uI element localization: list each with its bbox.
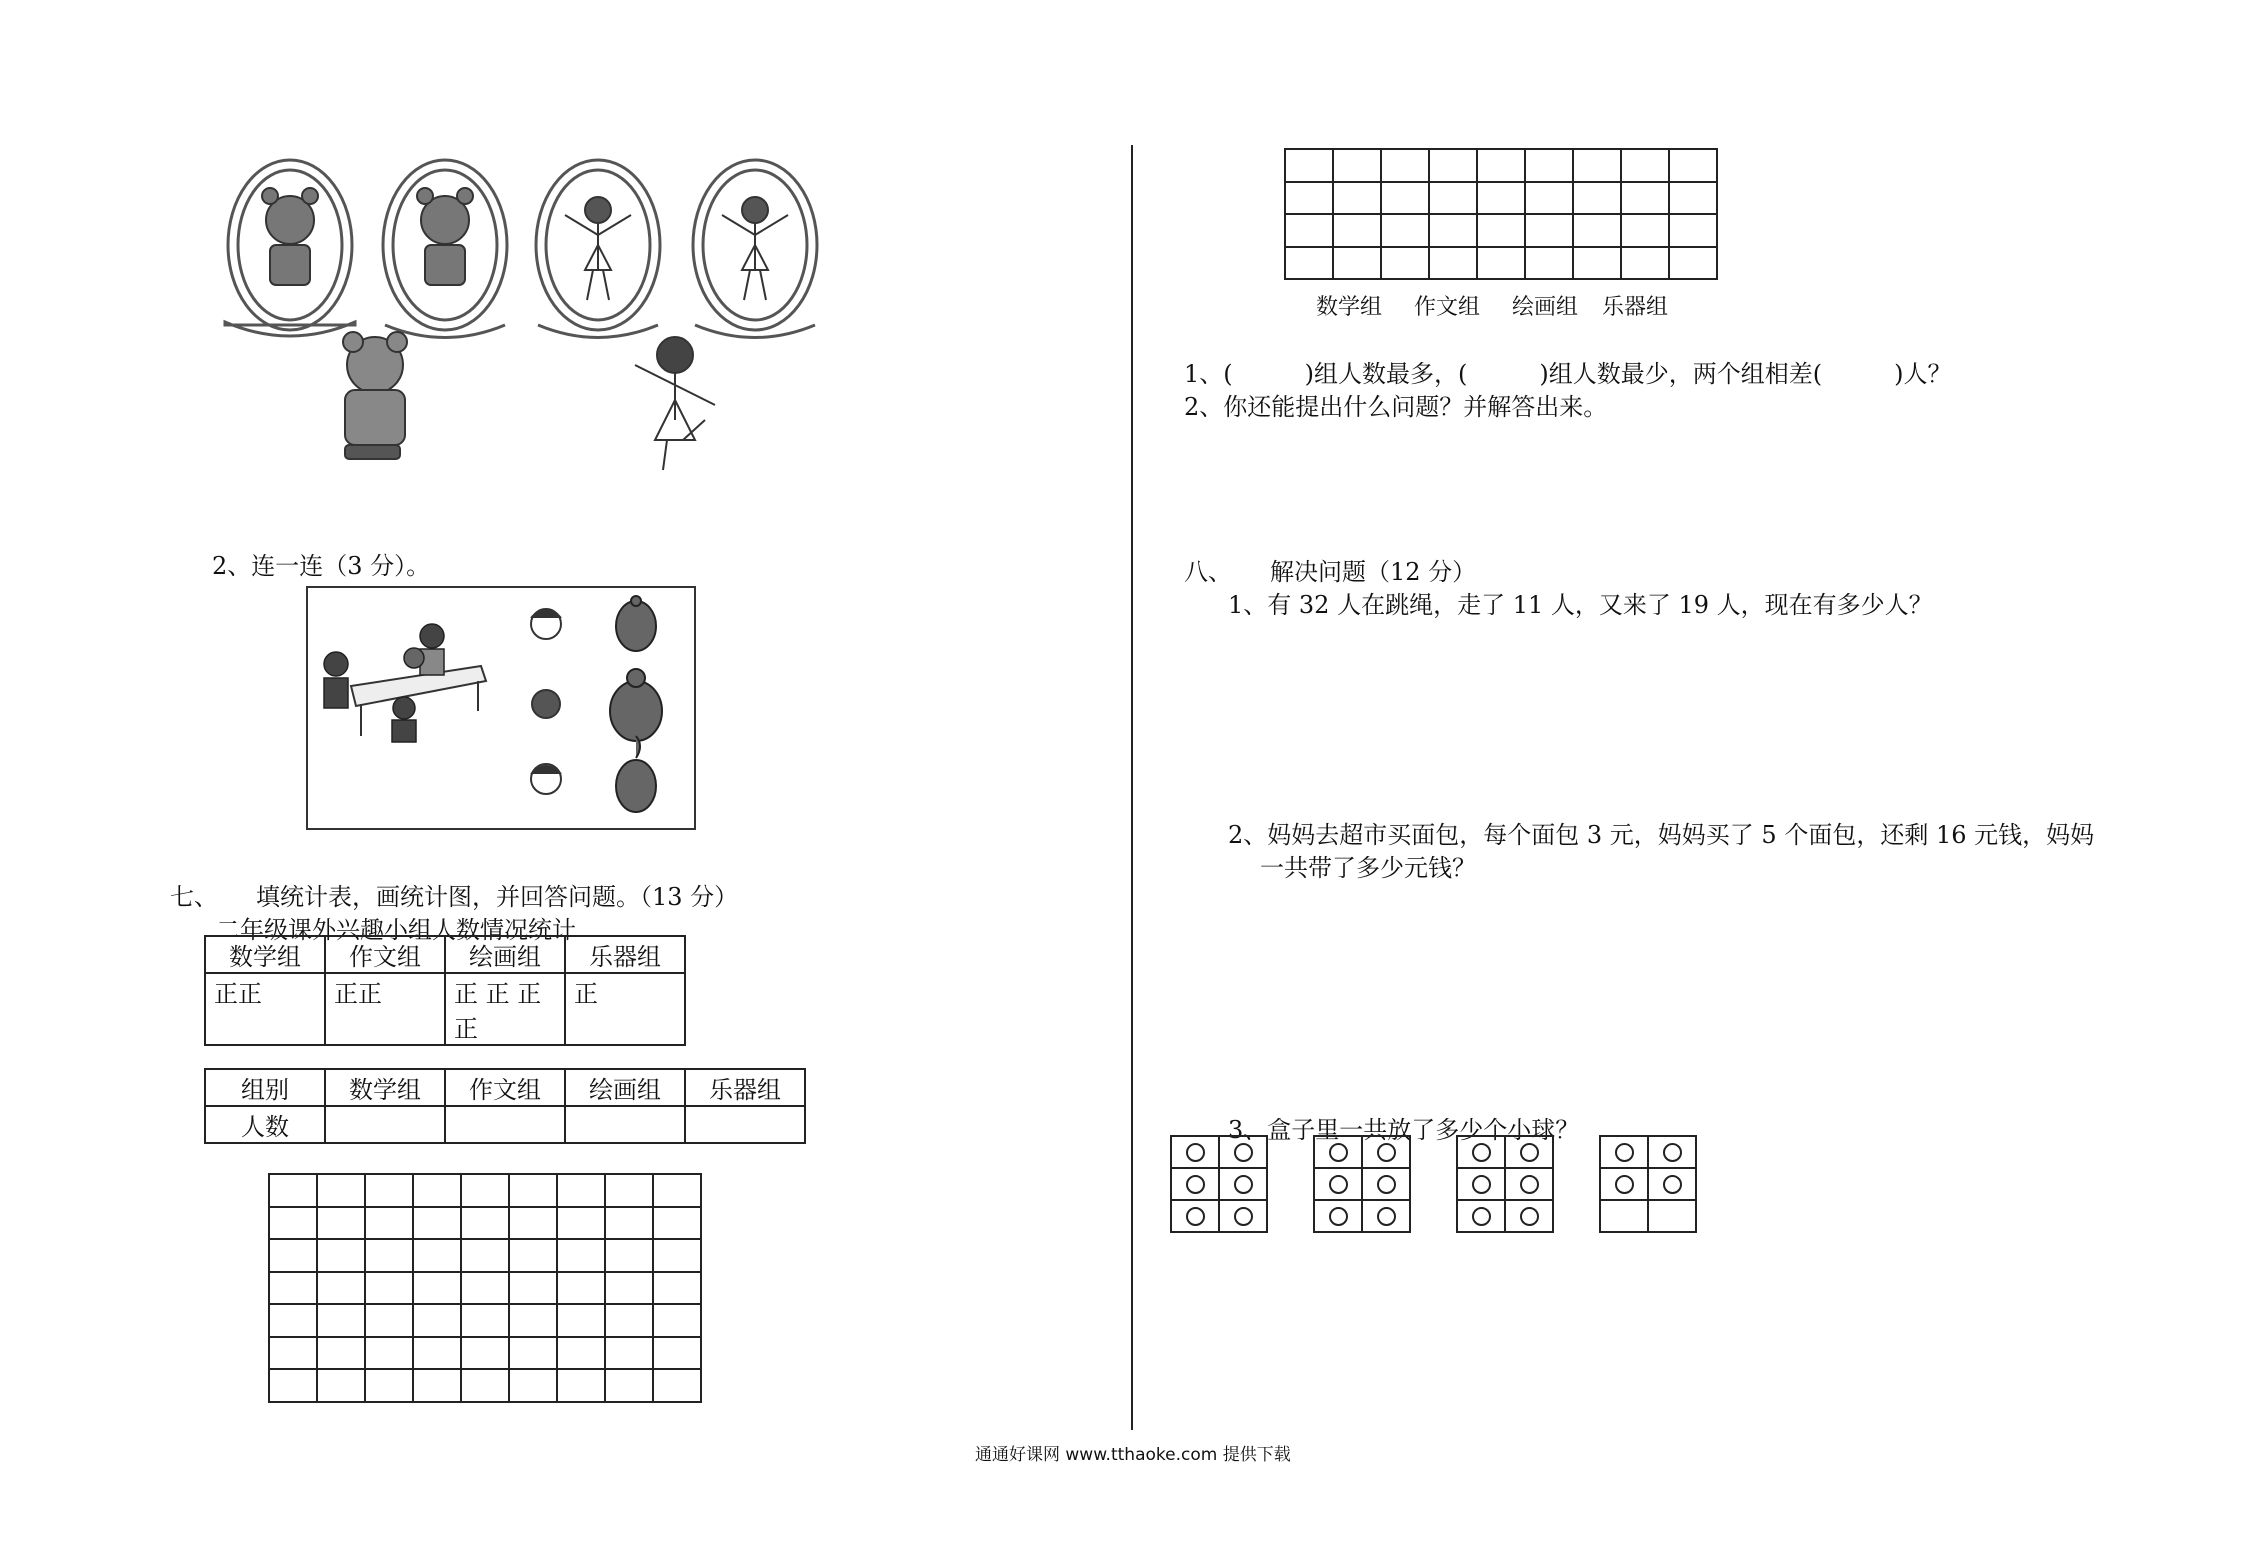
grid-cell[interactable] (366, 1208, 414, 1241)
grid-cell[interactable] (558, 1273, 606, 1306)
grid-cell[interactable] (366, 1370, 414, 1403)
grid-cell[interactable] (558, 1338, 606, 1371)
q7-heading-text: 填统计表，画统计图，并回答问题。（13 分） (256, 883, 739, 911)
count-header: 作文组 (445, 1069, 565, 1106)
grid-cell[interactable] (1622, 248, 1670, 281)
grid-cell[interactable] (462, 1175, 510, 1208)
q8-heading-text: 解决问题（12 分） (1270, 558, 1477, 586)
ball-icon (1186, 1175, 1205, 1194)
grid-cell[interactable] (270, 1305, 318, 1338)
grid-cell[interactable] (1382, 150, 1430, 183)
right-chart-grid[interactable] (1284, 148, 1718, 280)
ball-icon (1472, 1207, 1491, 1226)
ball-box-cell (1220, 1169, 1268, 1201)
grid-cell[interactable] (606, 1240, 654, 1273)
grid-cell[interactable] (366, 1240, 414, 1273)
footer-text: 通通好课网 www.tthaoke.com 提供下载 (975, 1445, 1291, 1465)
ball-icon (1234, 1207, 1253, 1226)
grid-cell[interactable] (510, 1175, 558, 1208)
ball-box-cell (1315, 1137, 1363, 1169)
grid-cell[interactable] (1622, 215, 1670, 248)
count-header: 组别 (205, 1069, 325, 1106)
grid-cell[interactable] (510, 1208, 558, 1241)
ball-icon (1472, 1175, 1491, 1194)
grid-cell[interactable] (462, 1370, 510, 1403)
grid-cell[interactable] (1478, 183, 1526, 216)
chart-label: 绘画组 (1512, 295, 1579, 320)
ball-box-cell (1601, 1137, 1649, 1169)
ball-box-cell (1458, 1169, 1506, 1201)
grid-cell[interactable] (414, 1370, 462, 1403)
grid-cell[interactable] (558, 1370, 606, 1403)
grid-cell[interactable] (558, 1240, 606, 1273)
grid-cell[interactable] (1334, 150, 1382, 183)
grid-cell[interactable] (366, 1273, 414, 1306)
matching-picture (306, 586, 696, 830)
ball-icon (1615, 1175, 1634, 1194)
grid-cell[interactable] (1526, 183, 1574, 216)
ball-box-cell (1172, 1169, 1220, 1201)
grid-cell[interactable] (270, 1175, 318, 1208)
ball-box-cell (1172, 1201, 1220, 1233)
grid-cell[interactable] (270, 1208, 318, 1241)
grid-cell[interactable] (462, 1273, 510, 1306)
grid-cell[interactable] (1382, 183, 1430, 216)
ball-box-cell (1649, 1201, 1697, 1233)
q8-question-1: 1、有 32 人在跳绳，走了 11 人，又来了 19 人，现在有多少人？ (1228, 591, 1933, 619)
tally-cell: 正 (565, 973, 685, 1045)
grid-cell[interactable] (654, 1305, 702, 1338)
ball-icon (1377, 1207, 1396, 1226)
ball-icon (1234, 1143, 1253, 1162)
ball-box-cell (1506, 1137, 1554, 1169)
grid-cell[interactable] (1334, 215, 1382, 248)
ball-box-cell (1601, 1169, 1649, 1201)
grid-cell[interactable] (318, 1370, 366, 1403)
ball-box (1170, 1135, 1268, 1233)
grid-cell[interactable] (270, 1370, 318, 1403)
grid-cell[interactable] (318, 1338, 366, 1371)
ball-icon (1377, 1175, 1396, 1194)
grid-cell[interactable] (366, 1338, 414, 1371)
grid-cell[interactable] (654, 1208, 702, 1241)
q7-heading-num: 七、 (170, 883, 218, 911)
grid-cell[interactable] (270, 1240, 318, 1273)
ball-box-cell (1506, 1201, 1554, 1233)
ball-box-cell (1506, 1169, 1554, 1201)
chart-label: 数学组 (1316, 295, 1383, 320)
tally-header: 乐器组 (565, 936, 685, 973)
count-header: 数学组 (325, 1069, 445, 1106)
grid-cell[interactable] (654, 1175, 702, 1208)
count-header: 乐器组 (685, 1069, 805, 1106)
ball-box-cell (1458, 1137, 1506, 1169)
ball-icon (1663, 1143, 1682, 1162)
grid-cell[interactable] (510, 1370, 558, 1403)
grid-cell[interactable] (270, 1273, 318, 1306)
grid-cell[interactable] (606, 1175, 654, 1208)
grid-cell[interactable] (414, 1208, 462, 1241)
q8-question-3: 3、盒子里一共放了多少个小球？ (1228, 1116, 1580, 1144)
grid-cell[interactable] (414, 1338, 462, 1371)
grid-cell[interactable] (510, 1338, 558, 1371)
grid-cell[interactable] (462, 1240, 510, 1273)
grid-cell[interactable] (318, 1305, 366, 1338)
grid-cell[interactable] (462, 1338, 510, 1371)
count-input-cell[interactable] (565, 1106, 685, 1143)
q8-question-2-line1: 2、妈妈去超市买面包，每个面包 3 元，妈妈买了 5 个面包，还剩 16 元钱，妈妈 (1228, 821, 2095, 849)
ball-box (1599, 1135, 1697, 1233)
ball-icon (1329, 1175, 1348, 1194)
grid-cell[interactable] (414, 1175, 462, 1208)
grid-cell[interactable] (654, 1273, 702, 1306)
grid-cell[interactable] (1574, 248, 1622, 281)
grid-cell[interactable] (1382, 215, 1430, 248)
column-divider (1131, 145, 1133, 1430)
grid-cell[interactable] (414, 1240, 462, 1273)
grid-cell[interactable] (318, 1175, 366, 1208)
grid-cell[interactable] (1478, 215, 1526, 248)
grid-cell[interactable] (1430, 248, 1478, 281)
ball-icon (1377, 1143, 1396, 1162)
left-chart-grid[interactable] (268, 1173, 702, 1403)
ball-box-cell (1172, 1137, 1220, 1169)
grid-cell[interactable] (1670, 248, 1718, 281)
tally-header: 作文组 (325, 936, 445, 973)
ball-box-cell (1220, 1201, 1268, 1233)
ball-box-cell (1363, 1169, 1411, 1201)
ball-box-cell (1458, 1201, 1506, 1233)
grid-cell[interactable] (1430, 183, 1478, 216)
q8-question-2-line2: 一共带了多少元钱？ (1260, 854, 1476, 882)
ball-box-cell (1601, 1201, 1649, 1233)
ball-icon (1472, 1143, 1491, 1162)
grid-cell[interactable] (414, 1305, 462, 1338)
ball-box-cell (1649, 1137, 1697, 1169)
ball-icon (1329, 1207, 1348, 1226)
grid-cell[interactable] (1334, 183, 1382, 216)
grid-cell[interactable] (1670, 215, 1718, 248)
ball-box-cell (1649, 1169, 1697, 1201)
grid-cell[interactable] (1574, 183, 1622, 216)
grid-cell[interactable] (1478, 248, 1526, 281)
grid-cell[interactable] (1526, 150, 1574, 183)
count-table (204, 1068, 806, 1144)
grid-cell[interactable] (1622, 150, 1670, 183)
grid-cell[interactable] (1574, 150, 1622, 183)
grid-cell[interactable] (270, 1338, 318, 1371)
grid-cell[interactable] (1286, 150, 1334, 183)
tally-cell: 正正 (205, 973, 325, 1045)
ball-icon (1520, 1207, 1539, 1226)
count-input-cell[interactable] (685, 1106, 805, 1143)
count-input-cell[interactable] (325, 1106, 445, 1143)
count-header: 绘画组 (565, 1069, 685, 1106)
ball-icon (1234, 1175, 1253, 1194)
grid-cell[interactable] (606, 1370, 654, 1403)
grid-cell[interactable] (510, 1273, 558, 1306)
chart-label: 作文组 (1414, 295, 1481, 320)
grid-cell[interactable] (318, 1240, 366, 1273)
ball-box-cell (1363, 1137, 1411, 1169)
grid-cell[interactable] (462, 1208, 510, 1241)
q2-title: 2、连一连（3 分）。 (212, 552, 431, 580)
grid-cell[interactable] (1286, 215, 1334, 248)
grid-cell[interactable] (654, 1338, 702, 1371)
chart-label: 乐器组 (1602, 295, 1669, 320)
mirror-illustration (215, 150, 845, 480)
ball-box (1456, 1135, 1554, 1233)
grid-cell[interactable] (414, 1273, 462, 1306)
tally-header: 绘画组 (445, 936, 565, 973)
grid-cell[interactable] (1670, 183, 1718, 216)
ball-icon (1615, 1143, 1634, 1162)
grid-cell[interactable] (606, 1338, 654, 1371)
grid-cell[interactable] (606, 1273, 654, 1306)
grid-cell[interactable] (654, 1370, 702, 1403)
grid-cell[interactable] (510, 1305, 558, 1338)
grid-cell[interactable] (318, 1208, 366, 1241)
grid-cell[interactable] (1622, 183, 1670, 216)
tally-table (204, 935, 686, 1046)
grid-cell[interactable] (558, 1175, 606, 1208)
grid-cell[interactable] (1382, 248, 1430, 281)
ball-icon (1663, 1175, 1682, 1194)
tally-cell: 正正 (325, 973, 445, 1045)
grid-cell[interactable] (1574, 215, 1622, 248)
grid-cell[interactable] (558, 1208, 606, 1241)
grid-cell[interactable] (510, 1240, 558, 1273)
ball-box-cell (1315, 1201, 1363, 1233)
ball-box-cell (1315, 1169, 1363, 1201)
grid-cell[interactable] (1286, 248, 1334, 281)
grid-cell[interactable] (462, 1305, 510, 1338)
ball-icon (1186, 1207, 1205, 1226)
count-input-cell[interactable] (445, 1106, 565, 1143)
grid-cell[interactable] (654, 1240, 702, 1273)
q7-question-2: 2、你还能提出什么问题？并解答出来。 (1184, 393, 1608, 421)
grid-cell[interactable] (1670, 150, 1718, 183)
grid-cell[interactable] (1430, 150, 1478, 183)
q7-question-1: 1、( )组人数最多，( )组人数最少，两个组相差( )人？ (1184, 360, 1952, 388)
grid-cell[interactable] (1430, 215, 1478, 248)
ball-box (1313, 1135, 1411, 1233)
count-row-label: 人数 (205, 1106, 325, 1143)
grid-cell[interactable] (558, 1305, 606, 1338)
grid-cell[interactable] (606, 1305, 654, 1338)
ball-icon (1520, 1143, 1539, 1162)
grid-cell[interactable] (1526, 248, 1574, 281)
q7-table-caption: 二年级课外兴趣小组人数情况统计 (216, 916, 576, 944)
ball-icon (1329, 1143, 1348, 1162)
tally-header: 数学组 (205, 936, 325, 973)
grid-cell[interactable] (1286, 183, 1334, 216)
tally-cell: 正 正 正 正 (445, 973, 565, 1045)
grid-cell[interactable] (366, 1175, 414, 1208)
grid-cell[interactable] (366, 1305, 414, 1338)
grid-cell[interactable] (1478, 150, 1526, 183)
grid-cell[interactable] (1334, 248, 1382, 281)
grid-cell[interactable] (318, 1273, 366, 1306)
grid-cell[interactable] (606, 1208, 654, 1241)
q8-heading-num: 八、 (1184, 558, 1232, 586)
ball-icon (1186, 1143, 1205, 1162)
ball-icon (1520, 1175, 1539, 1194)
grid-cell[interactable] (1526, 215, 1574, 248)
ball-box-cell (1220, 1137, 1268, 1169)
ball-box-cell (1363, 1201, 1411, 1233)
